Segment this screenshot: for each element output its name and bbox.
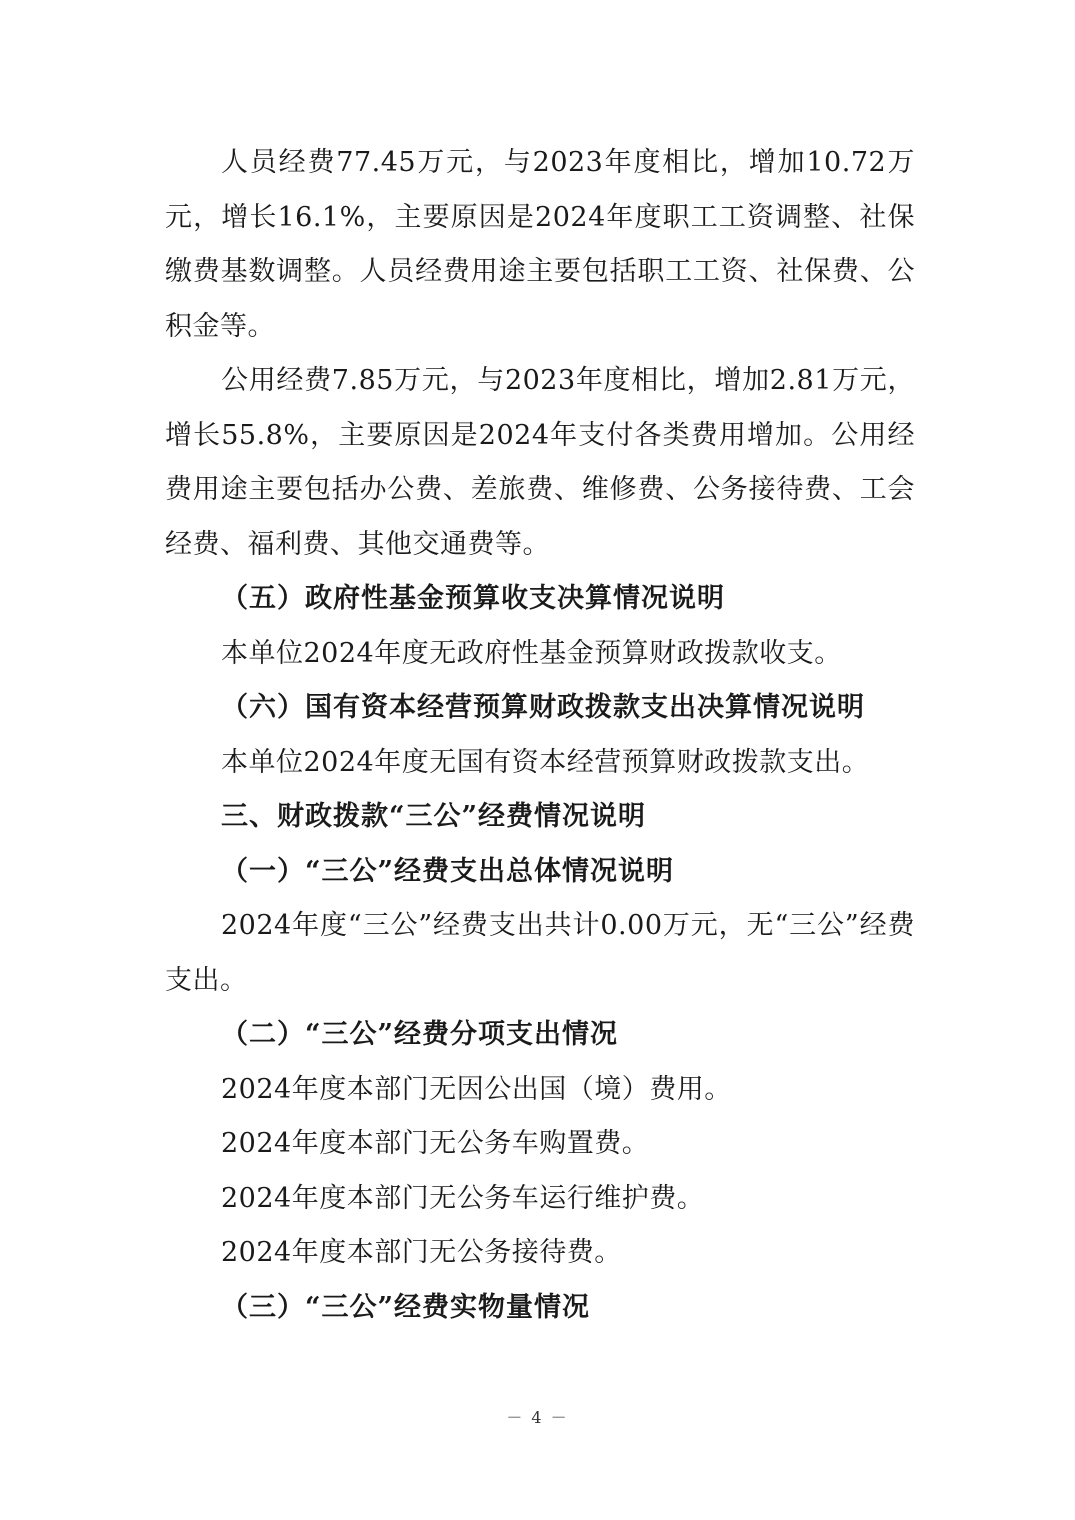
page-number: － 4 － — [506, 1408, 569, 1427]
heading-three-public-overall: （一）“三公”经费支出总体情况说明 — [221, 855, 675, 887]
paragraph-overseas-travel: 2024年度本部门无因公出国（境）费用。 — [221, 1073, 732, 1105]
heading-government-fund: （五）政府性基金预算收支决算情况说明 — [221, 583, 725, 614]
heading-three-public-physical: （三）“三公”经费实物量情况 — [221, 1291, 591, 1323]
paragraph-public-expense: 公用经费7.85万元，与2023年度相比，增加2.81万元，增长55.8%，主要原因是2024年支付各类费用增加。公用经费用途主要包括办公费、差旅费、维修费、公务接待费、工会经费、福利费、其他交通费等。 — [165, 365, 915, 560]
paragraph-government-fund: 本单位2024年度无政府性基金预算财政拨款收支。 — [221, 637, 842, 669]
paragraph-official-reception: 2024年度本部门无公务接待费。 — [221, 1237, 622, 1268]
heading-three-public-itemized: （二）“三公”经费分项支出情况 — [221, 1019, 619, 1050]
paragraph-three-public-overall: 2024年度“三公”经费支出共计0.00万元，无“三公”经费支出。 — [165, 910, 915, 996]
paragraph-state-capital: 本单位2024年度无国有资本经营预算财政拨款支出。 — [221, 746, 870, 778]
paragraph-personnel-expense: 人员经费77.45万元，与2023年度相比，增加10.72万元，增长16.1%，主要原因是2024年度职工工资调整、社保缴费基数调整。人员经费用途主要包括职工工资、社保费、公积金等。 — [165, 147, 915, 342]
heading-three-public-expenses: 三、财政拨款“三公”经费情况说明 — [221, 801, 647, 832]
paragraph-vehicle-purchase: 2024年度本部门无公务车购置费。 — [221, 1128, 650, 1159]
heading-state-capital: （六）国有资本经营预算财政拨款支出决算情况说明 — [221, 692, 865, 723]
paragraph-vehicle-maintenance: 2024年度本部门无公务车运行维护费。 — [221, 1182, 705, 1214]
page-content — [165, 136, 915, 1335]
